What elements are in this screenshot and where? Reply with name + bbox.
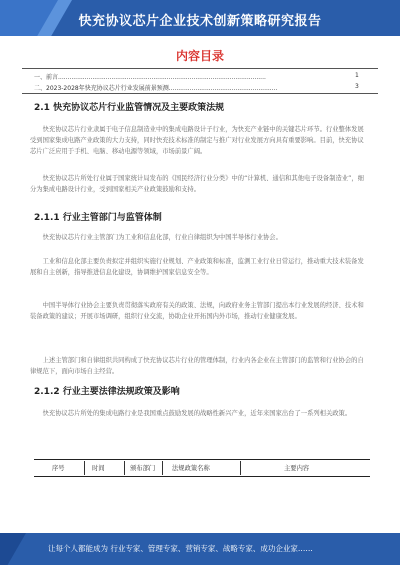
section-2-1-1-paragraph-2: 工业和信息化部主要负责拟定并组织实施行业规划、产业政策和标准，监测工业行业日常运行，推动重大技术装备发展和自主创新，指导推进信息化建设，协调维护国家信息安全等。 bbox=[30, 258, 364, 276]
section-2-1-2-heading: 2.1.2 行业主要法律法规政策及影响 bbox=[34, 387, 180, 397]
table-header-policy-name: 法规政策名称 bbox=[172, 465, 210, 472]
policy-table-header bbox=[34, 459, 370, 477]
table-divider bbox=[240, 461, 241, 475]
report-header-banner bbox=[0, 0, 400, 36]
table-divider bbox=[84, 461, 85, 475]
section-2-1-1-paragraph-4: 上述主管部门和自律组织共同构成了快充协议芯片行业的管理体制，行业内各企业在主管部门的监管和行业协会的自律规范下，面向市场自主经营。 bbox=[30, 357, 364, 375]
toc-title: 内容目录 bbox=[175, 49, 224, 63]
toc-bottom-rule bbox=[22, 93, 378, 94]
toc-item-1[interactable]: 一、前言............................................................................................................. bbox=[34, 74, 266, 81]
section-2-1-2-paragraph-1: 快充协议芯片所处的集成电路行业是我国重点鼓励发展的战略性新兴产业，近年来国家出台了一系列相关政策。 bbox=[42, 410, 352, 417]
toc-top-rule bbox=[22, 68, 378, 69]
footer-decorative-stripe bbox=[0, 533, 26, 565]
table-divider bbox=[162, 461, 163, 475]
section-2-1-1-heading: 2.1.1 行业主管部门与监管体制 bbox=[34, 213, 162, 223]
table-header-content: 主要内容 bbox=[284, 465, 310, 472]
toc-item-2[interactable]: 二、2023-2028年快充协议芯片行业发展前景预测......................................................... bbox=[34, 85, 278, 92]
footer-slogan: 让每个人都能成为 行业专家、管理专家、营销专家、战略专家、成功企业家…… bbox=[48, 544, 313, 553]
section-2-1-heading: 2.1 快充协议芯片行业监管情况及主要政策法规 bbox=[34, 103, 225, 113]
table-header-department: 颁布部门 bbox=[130, 465, 156, 472]
table-header-index: 序号 bbox=[52, 465, 65, 472]
report-title: 快充协议芯片企业技术创新策略研究报告 bbox=[78, 14, 322, 29]
toc-item-1-page: 1 bbox=[355, 72, 359, 79]
table-divider bbox=[124, 461, 125, 475]
report-footer-banner bbox=[0, 533, 400, 565]
section-2-1-paragraph-2: 快充协议芯片所处行业属于国家统计局发布的《国民经济行业分类》中的“计算机、通信和其他电子设备制造业”，细分为集成电路设计行业，受到国家相关产业政策鼓励和支持。 bbox=[30, 175, 364, 193]
section-2-1-1-paragraph-3: 中国半导体行业协会主要负责贯彻落实政府有关的政策、法规，向政府业务主管部门提出本行业发展的经济、技术和装备政策的建议；开展市场调研，组织行业交流，协助企业开拓国内外市场，推动行业健康发展。 bbox=[30, 302, 364, 320]
section-2-1-paragraph-1: 快充协议芯片行业隶属于电子信息制造业中的集成电路设计子行业，为快充产业链中的关键芯片环节。行业整体发展受到国家集成电路产业政策的大力支持，同时快充技术标准的制定与推广对行业发展方向具有重要影响。目前，快充协议芯片广泛应用于手机、电脑、移动电源等领域，市场前景广阔。 bbox=[30, 126, 364, 155]
table-header-time: 时间 bbox=[92, 465, 105, 472]
section-2-1-1-paragraph-1: 快充协议芯片行业主管部门为工业和信息化部，行业自律组织为中国半导体行业协会。 bbox=[42, 234, 282, 241]
toc-item-2-page: 3 bbox=[355, 83, 359, 90]
